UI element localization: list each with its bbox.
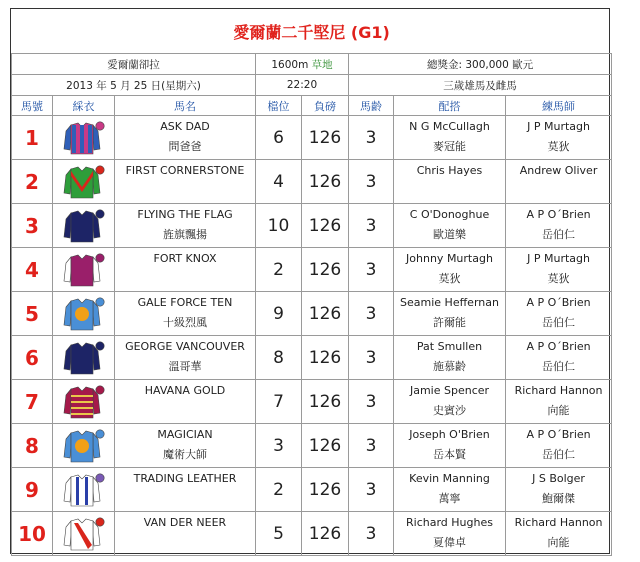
jacket-icon <box>62 251 106 289</box>
jockey-name-en: Joseph O'Brien <box>409 428 490 441</box>
header-horse: 馬名 <box>115 96 256 116</box>
trainer-name-en: J P Murtagh <box>527 252 590 265</box>
silks-icon <box>53 424 115 468</box>
trainer-name-zh: 岳伯仁 <box>542 228 576 241</box>
jockey-name <box>394 248 506 292</box>
header-number: 馬號 <box>12 96 53 116</box>
jockey-name-zh: 施慕齡 <box>433 360 466 373</box>
jockey-name <box>394 160 506 204</box>
runner-age: 3 <box>349 512 394 556</box>
header-silks: 綵衣 <box>53 96 115 116</box>
runner-row <box>12 292 612 336</box>
runner-row <box>12 204 612 248</box>
jockey-name <box>394 380 506 424</box>
header-draw: 檔位 <box>256 96 302 116</box>
trainer-name <box>506 160 612 204</box>
horse-name <box>115 380 256 424</box>
trainer-name-zh: 向能 <box>547 404 570 417</box>
trainer-name-zh: 岳伯仁 <box>542 448 576 461</box>
runner-number: 5 <box>12 292 53 336</box>
silks-icon <box>53 512 115 556</box>
runner-draw: 4 <box>256 160 302 204</box>
runner-weight: 126 <box>302 380 349 424</box>
jockey-name <box>394 424 506 468</box>
runner-draw: 2 <box>256 468 302 512</box>
horse-name-zh: 旌旗飄揚 <box>163 228 207 241</box>
silks-icon <box>53 204 115 248</box>
runner-weight: 126 <box>302 116 349 160</box>
runner-age: 3 <box>349 204 394 248</box>
jockey-name-zh: 萬寧 <box>438 492 461 505</box>
trainer-name-en: A P O´Brien <box>526 340 591 353</box>
silks-icon <box>53 160 115 204</box>
jockey-name-en: Chris Hayes <box>416 164 483 177</box>
horse-name-zh: 問爸爸 <box>168 140 202 153</box>
horse-name-en: MAGICIAN <box>157 428 213 441</box>
silks-icon <box>53 336 115 380</box>
jockey-name <box>394 336 506 380</box>
trainer-name-en: J S Bolger <box>532 472 585 485</box>
trainer-name-en: Andrew Oliver <box>519 164 598 177</box>
jockey-name-en: Jamie Spencer <box>409 384 490 397</box>
silks-icon <box>53 116 115 160</box>
runner-row <box>12 336 612 380</box>
horse-name <box>115 116 256 160</box>
jockey-name-zh: 夏偉卓 <box>433 536 466 549</box>
trainer-name-zh: 岳伯仁 <box>542 316 576 329</box>
runner-number: 8 <box>12 424 53 468</box>
trainer-name <box>506 424 612 468</box>
header-jockey: 配搭 <box>394 96 506 116</box>
trainer-name-zh: 岳伯仁 <box>542 360 576 373</box>
runner-weight: 126 <box>302 160 349 204</box>
jacket-icon <box>62 383 106 421</box>
horse-name <box>115 512 256 556</box>
jockey-name-zh: 歐道樂 <box>433 228 466 241</box>
runner-number: 9 <box>12 468 53 512</box>
horse-name-en: GEORGE VANCOUVER <box>125 340 245 353</box>
jacket-icon <box>62 207 106 245</box>
race-conditions: 三歲雄馬及雌馬 <box>349 75 612 96</box>
jockey-name-zh: 史賓沙 <box>433 404 466 417</box>
runner-number: 4 <box>12 248 53 292</box>
jockey-name-en: Seamie Heffernan <box>400 296 499 309</box>
jockey-name <box>394 292 506 336</box>
jacket-icon <box>62 471 106 509</box>
runner-weight: 126 <box>302 248 349 292</box>
jacket-icon <box>62 119 106 157</box>
silks-icon <box>53 248 115 292</box>
runner-age: 3 <box>349 292 394 336</box>
runner-age: 3 <box>349 380 394 424</box>
silks-icon <box>53 380 115 424</box>
runner-draw: 2 <box>256 248 302 292</box>
trainer-name-zh: 莫狄 <box>547 140 570 153</box>
race-venue: 愛爾蘭卻拉 <box>12 54 256 75</box>
header-age: 馬齡 <box>349 96 394 116</box>
runner-weight: 126 <box>302 292 349 336</box>
runner-row <box>12 116 612 160</box>
horse-name-en: FIRST CORNERSTONE <box>125 164 245 177</box>
race-prize: 總獎金: 300,000 歐元 <box>349 54 612 75</box>
race-distance <box>256 54 349 75</box>
runner-number: 7 <box>12 380 53 424</box>
silks-icon <box>53 468 115 512</box>
runner-number: 2 <box>12 160 53 204</box>
runner-number: 10 <box>12 512 53 556</box>
jockey-name <box>394 204 506 248</box>
horse-name-zh: 溫哥華 <box>168 360 202 373</box>
horse-name-en: FLYING THE FLAG <box>137 208 233 221</box>
runner-row <box>12 468 612 512</box>
runner-weight: 126 <box>302 512 349 556</box>
jacket-icon <box>62 515 106 553</box>
trainer-name-zh: 向能 <box>547 536 570 549</box>
runner-draw: 6 <box>256 116 302 160</box>
runner-number: 1 <box>12 116 53 160</box>
runner-row <box>12 424 612 468</box>
trainer-name-zh: 莫狄 <box>547 272 570 285</box>
jockey-name-en: C O'Donoghue <box>409 208 490 221</box>
runner-row <box>12 380 612 424</box>
jockey-name-en: N G McCullagh <box>409 120 490 133</box>
trainer-name-zh: 鮑爾傑 <box>542 492 576 505</box>
horse-name-en: ASK DAD <box>160 120 210 133</box>
runner-draw: 7 <box>256 380 302 424</box>
trainer-name-en: Richard Hannon <box>514 384 603 397</box>
horse-name <box>115 292 256 336</box>
header-weight: 負磅 <box>302 96 349 116</box>
race-title: 愛爾蘭二千堅尼 (G1) <box>12 9 612 54</box>
runner-row <box>12 512 612 556</box>
runner-age: 3 <box>349 248 394 292</box>
trainer-name <box>506 380 612 424</box>
jockey-name <box>394 116 506 160</box>
header-row <box>12 96 612 116</box>
runner-weight: 126 <box>302 204 349 248</box>
horse-name-zh: 魔術大師 <box>163 448 207 461</box>
distance-value: 1600m <box>271 58 309 71</box>
horse-name <box>115 204 256 248</box>
runner-row <box>12 248 612 292</box>
horse-name <box>115 336 256 380</box>
runner-draw: 5 <box>256 512 302 556</box>
jockey-name-en: Richard Hughes <box>406 516 493 529</box>
jockey-name-zh: 莫狄 <box>438 272 461 285</box>
horse-name <box>115 248 256 292</box>
jacket-icon <box>62 339 106 377</box>
trainer-name-en: A P O´Brien <box>526 208 591 221</box>
horse-name <box>115 424 256 468</box>
horse-name-en: GALE FORCE TEN <box>137 296 233 309</box>
jockey-name-en: Johnny Murtagh <box>406 252 493 265</box>
runner-draw: 3 <box>256 424 302 468</box>
horse-name-en: HAVANA GOLD <box>144 384 226 397</box>
horse-name-en: TRADING LEATHER <box>133 472 237 485</box>
trainer-name-en: A P O´Brien <box>526 296 591 309</box>
runner-weight: 126 <box>302 468 349 512</box>
runner-weight: 126 <box>302 336 349 380</box>
trainer-name <box>506 292 612 336</box>
runner-draw: 8 <box>256 336 302 380</box>
runner-draw: 9 <box>256 292 302 336</box>
jacket-icon <box>62 427 106 465</box>
runner-number: 6 <box>12 336 53 380</box>
jockey-name-zh: 許爾能 <box>433 316 466 329</box>
runner-age: 3 <box>349 116 394 160</box>
header-trainer: 練馬師 <box>506 96 612 116</box>
horse-name-en: VAN DER NEER <box>143 516 227 529</box>
horse-name-zh: 十級烈風 <box>163 316 207 329</box>
trainer-name <box>506 336 612 380</box>
jacket-icon <box>62 163 106 201</box>
jacket-icon <box>62 295 106 333</box>
runner-age: 3 <box>349 160 394 204</box>
jockey-name-zh: 麥冠能 <box>433 140 466 153</box>
jockey-name <box>394 512 506 556</box>
trainer-name <box>506 204 612 248</box>
jockey-name-zh: 岳本賢 <box>433 448 466 461</box>
racecard <box>10 8 610 554</box>
runner-age: 3 <box>349 336 394 380</box>
runner-draw: 10 <box>256 204 302 248</box>
jockey-name <box>394 468 506 512</box>
silks-icon <box>53 292 115 336</box>
trainer-name <box>506 512 612 556</box>
race-time: 22:20 <box>256 75 349 96</box>
trainer-name <box>506 248 612 292</box>
trainer-name-en: Richard Hannon <box>514 516 603 529</box>
runner-age: 3 <box>349 424 394 468</box>
trainer-name-en: J P Murtagh <box>527 120 590 133</box>
horse-name <box>115 468 256 512</box>
horse-name <box>115 160 256 204</box>
jockey-name-en: Kevin Manning <box>409 472 490 485</box>
runner-row <box>12 160 612 204</box>
surface-value: 草地 <box>311 58 333 71</box>
race-date: 2013 年 5 月 25 日(星期六) <box>12 75 256 96</box>
racecard-table <box>11 9 612 556</box>
trainer-name <box>506 116 612 160</box>
horse-name-en: FORT KNOX <box>153 252 217 265</box>
jockey-name-en: Pat Smullen <box>416 340 483 353</box>
runner-weight: 126 <box>302 424 349 468</box>
runner-age: 3 <box>349 468 394 512</box>
trainer-name-en: A P O´Brien <box>526 428 591 441</box>
runner-number: 3 <box>12 204 53 248</box>
trainer-name <box>506 468 612 512</box>
